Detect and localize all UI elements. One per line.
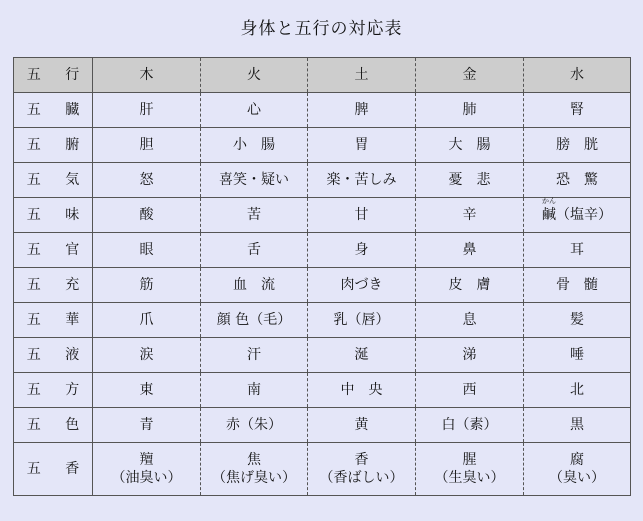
cell-main: 羶: [139, 452, 154, 468]
row-label: 五 腑: [14, 128, 93, 163]
cell-sub: （香ばしい）: [319, 470, 404, 486]
table-cell: 眼: [93, 233, 201, 268]
table-cell: 怒: [93, 163, 201, 198]
cell-sub: （生臭い）: [434, 470, 505, 486]
table-cell: 胆: [93, 128, 201, 163]
table-cell: 喜笑・疑い: [201, 163, 308, 198]
table-row: [14, 198, 631, 233]
kanji-kan: 鹹: [542, 207, 556, 223]
table-cell: [524, 443, 631, 496]
table-cell: 憂 悲: [416, 163, 524, 198]
ruby-reading: かん: [542, 197, 556, 205]
row-label: 五 臓: [14, 93, 93, 128]
table-cell: [93, 443, 201, 496]
table-cell: 腎: [524, 93, 631, 128]
cell-main: 香: [354, 452, 369, 468]
table-cell: 汗: [201, 338, 308, 373]
cell-sub: （焦げ臭い）: [212, 470, 296, 486]
table-cell: 肉づき: [308, 268, 416, 303]
row-label: 五 充: [14, 268, 93, 303]
table-cell: 小 腸: [201, 128, 308, 163]
table-row: [14, 338, 631, 373]
table-row: [14, 268, 631, 303]
table-cell: 胃: [308, 128, 416, 163]
row-label: 五 香: [14, 443, 93, 496]
table-cell: 黒: [524, 408, 631, 443]
row-label: 五 華: [14, 303, 93, 338]
table-cell: 楽・苦しみ: [308, 163, 416, 198]
table-cell: 耳: [524, 233, 631, 268]
table-row: [14, 443, 631, 496]
header-fire: 火: [201, 58, 308, 93]
table-cell: 脾: [308, 93, 416, 128]
table-cell: 心: [201, 93, 308, 128]
table-row: [14, 373, 631, 408]
table-cell: 中 央: [308, 373, 416, 408]
table-cell: 骨 髄: [524, 268, 631, 303]
table-cell: 涕: [416, 338, 524, 373]
table-row: [14, 233, 631, 268]
table-cell: 膀 胱: [524, 128, 631, 163]
cell-main: 腥: [462, 452, 477, 468]
table-cell: 血 流: [201, 268, 308, 303]
table-cell: 身: [308, 233, 416, 268]
kanji-note: （塩辛）: [556, 207, 612, 223]
table-row: [14, 408, 631, 443]
table-cell: 黄: [308, 408, 416, 443]
table-cell: 甘: [308, 198, 416, 233]
table-cell: 苦: [201, 198, 308, 233]
row-label: 五 気: [14, 163, 93, 198]
table-cell: 涎: [308, 338, 416, 373]
table-cell: [201, 443, 308, 496]
header-label: 五 行: [14, 58, 93, 93]
row-label: 五 方: [14, 373, 93, 408]
header-row: [14, 58, 631, 93]
table-row: [14, 128, 631, 163]
row-label: 五 色: [14, 408, 93, 443]
page-title: 身体と五行の対応表: [240, 19, 403, 39]
table-cell: 白（素）: [416, 408, 524, 443]
row-label: 五 液: [14, 338, 93, 373]
header-water: 水: [524, 58, 631, 93]
table-cell: 大 腸: [416, 128, 524, 163]
table-row: [14, 303, 631, 338]
table-cell: 唾: [524, 338, 631, 373]
table-cell: 髪: [524, 303, 631, 338]
table-cell: 涙: [93, 338, 201, 373]
table-cell: 顔 色（毛）: [201, 303, 308, 338]
table-cell: 肺: [416, 93, 524, 128]
table-cell: [416, 443, 524, 496]
table-cell: 南: [201, 373, 308, 408]
table-cell: 酸: [93, 198, 201, 233]
table-cell: 北: [524, 373, 631, 408]
header-earth: 土: [308, 58, 416, 93]
row-label: 五 官: [14, 233, 93, 268]
table-cell: 辛: [416, 198, 524, 233]
cell-sub: （臭い）: [549, 470, 605, 486]
header-metal: 金: [416, 58, 524, 93]
cell-main: 腐: [570, 452, 584, 468]
table-cell: 乳（唇）: [308, 303, 416, 338]
table-cell: 筋: [93, 268, 201, 303]
table-cell: 鼻: [416, 233, 524, 268]
table-cell: 皮 膚: [416, 268, 524, 303]
table-cell: [524, 198, 631, 233]
table-cell: 東: [93, 373, 201, 408]
table-cell: [308, 443, 416, 496]
ruby-kanji: [542, 197, 556, 224]
table-cell: 息: [416, 303, 524, 338]
table-cell: 赤（朱）: [201, 408, 308, 443]
header-wood: 木: [93, 58, 201, 93]
table-cell: 恐 驚: [524, 163, 631, 198]
row-label: 五 味: [14, 198, 93, 233]
cell-main: 焦: [247, 452, 261, 468]
table-row: [14, 93, 631, 128]
five-elements-table: [13, 57, 631, 496]
cell-sub: （油臭い）: [111, 470, 182, 486]
table-cell: 肝: [93, 93, 201, 128]
table-cell: 西: [416, 373, 524, 408]
table-cell: 青: [93, 408, 201, 443]
table-row: [14, 163, 631, 198]
table-cell: 舌: [201, 233, 308, 268]
table-cell: 爪: [93, 303, 201, 338]
